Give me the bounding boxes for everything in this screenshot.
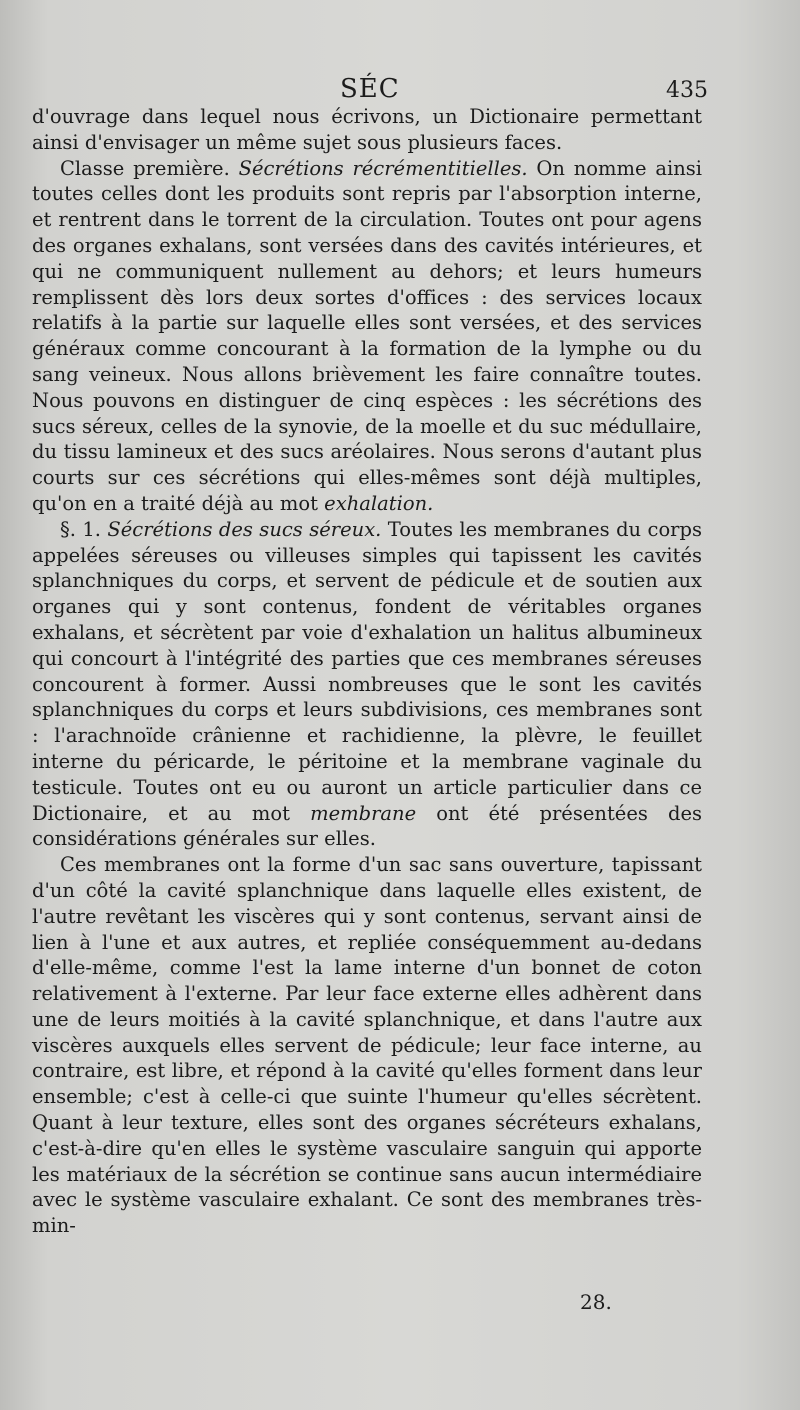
- cross-reference: exhalation.: [324, 491, 434, 515]
- paragraph-text: Ces membranes ont la forme d'un sac sans ouverture, tapissant d'un côté la cavité splanchnique dans laquelle elles existent, de l'autre revêtant les viscères qui y sont contenus, servant ainsi de lien à l'une et aux autres, et repliée conséquemment au-dedans d'elle-même, comme l'est la lame interne d'un bonnet de coton relativement à l'externe. Par leur face externe elles adhèrent dans une de leurs moitiés à la cavité splanchnique, et dans l'autre aux viscères auxquels elles servent de pédicule; leur face interne, au contraire, est libre, et répond à la cavité qu'elles forment dans leur ensemble; c'est à celle-ci que suinte l'humeur qu'elles sécrètent. Quant à leur texture, elles sont des organes sécréteurs exhalans, c'est-à-dire qu'en elles le système vasculaire sanguin qui apporte les matériaux de la sécrétion se continue sans aucun intermédiaire avec le système vasculaire exhalant. Ce sont des membranes très-min-: [32, 853, 702, 1238]
- paragraph-lead: Classe première.: [60, 156, 239, 180]
- section-title: Sécrétions des sucs séreux.: [107, 517, 382, 541]
- section-title: Sécrétions récrémentitielles.: [238, 156, 528, 180]
- running-head: SÉC: [340, 74, 400, 104]
- paragraph-tail: ont été présentées des considérations générales sur elles.: [32, 801, 702, 851]
- cross-reference: membrane: [310, 801, 417, 825]
- section-number: §. 1.: [60, 517, 108, 541]
- body-text: [32, 104, 702, 1239]
- paragraph-membranes: [32, 852, 702, 1239]
- paragraph-text: Toutes les membranes du corps appelées séreuses ou villeuses simples qui tapissent les cavités splanchniques du corps, et servent de pédicule et de soutien aux organes qui y sont contenus, fondent de véritables organes exhalans, et sécrètent par voie d'exhalation un halitus albumineux qui concourt à l'intégrité des parties que ces membranes séreuses concourent à former. Aussi nombreuses que le sont les cavités splanchniques du corps et leurs subdivisions, ces membranes sont : l'arachnoïde crânienne et rachidienne, la plèvre, le feuillet interne du péricarde, le péritoine et la membrane vaginale du testicule. Toutes ont eu ou auront un article particulier dans ce Dictionaire, et au mot: [32, 517, 702, 825]
- paragraph-text: d'ouvrage dans lequel nous écrivons, un Dictionaire permettant ainsi d'envisager un même sujet sous plusieurs faces.: [32, 105, 702, 154]
- paragraph-text: On nomme ainsi toutes celles dont les produits sont repris par l'absorption interne, et rentrent dans le torrent de la circulation. Toutes ont pour agens des organes exhalans, sont versées dans des cavités intérieures, et qui ne communiquent nullement au dehors; et leurs humeurs remplissent dès lors deux sortes d'offices : des services locaux relatifs à la partie sur laquelle elles sont versées, et des services généraux comme concourant à la formation de la lymphe ou du sang veineux. Nous allons brièvement les faire connaître toutes. Nous pouvons en distinguer de cinq espèces : les sécrétions des sucs séreux, celles de la synovie, de la moelle et du suc médullaire, du tissu lamineux et des sucs aréolaires. Nous serons d'autant plus courts sur ces sécrétions qui elles-mêmes sont déjà multiples, qu'on en a traité déjà au mot: [32, 156, 702, 515]
- paragraph-continuation: [32, 104, 702, 156]
- page-number: 435: [666, 78, 708, 103]
- paragraph-section-1: [32, 517, 702, 852]
- signature-mark: 28.: [580, 1290, 612, 1314]
- paragraph-classe-premiere: [32, 156, 702, 517]
